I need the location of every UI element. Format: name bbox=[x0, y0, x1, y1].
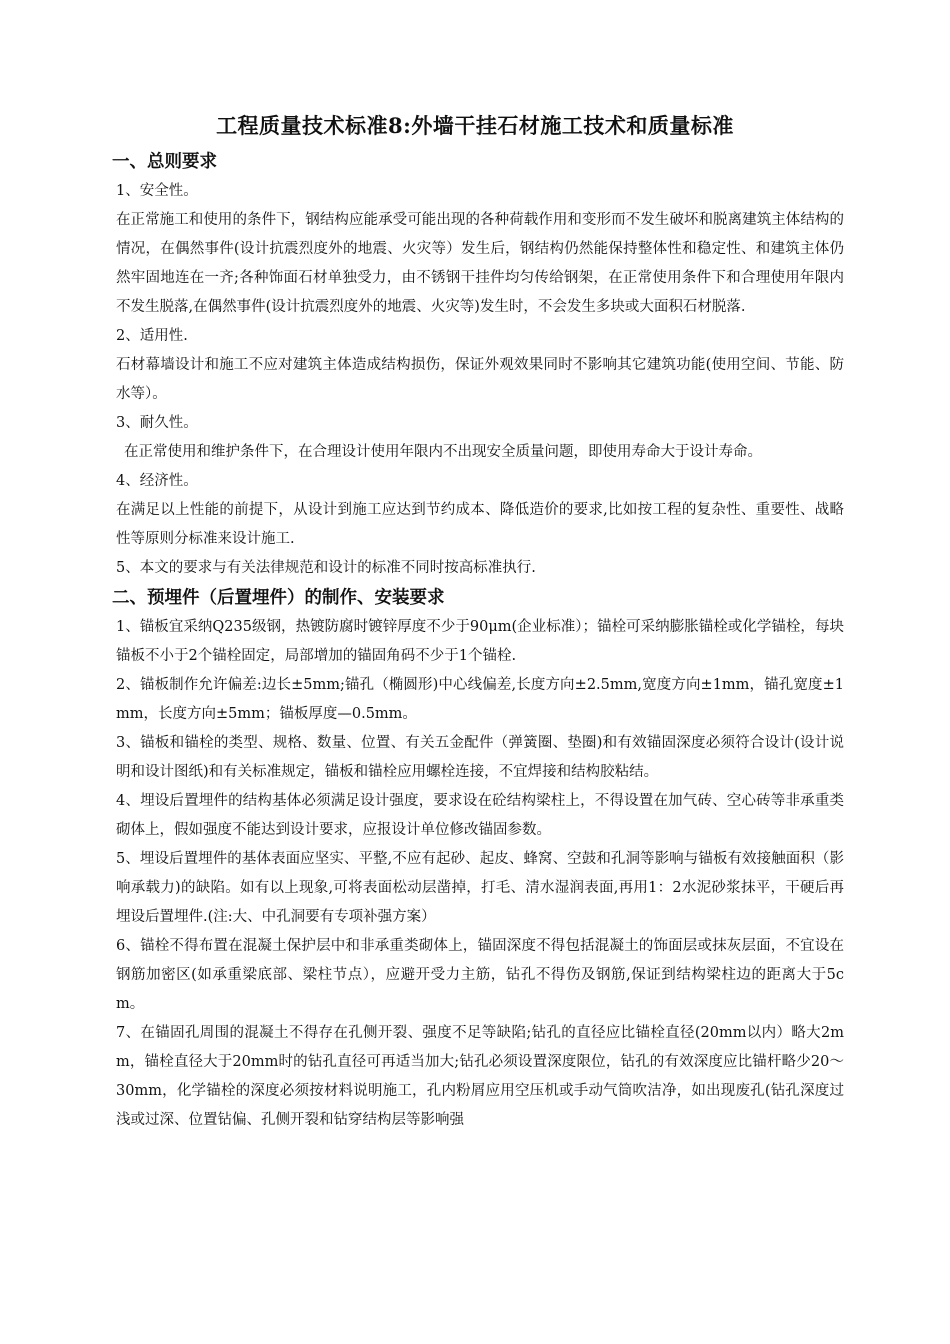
paragraph: 7、在锚固孔周围的混凝土不得存在孔侧开裂、强度不足等缺陷;钻孔的直径应比锚栓直径(20mm以内）略大2mm，锚栓直径大于20mm时的钻孔直径可再适当加大;钻孔必须设置深度限位，钻孔的有效深度应比锚杆略少20～30mm，化学锚栓的深度必须按材料说明施工，孔内粉屑应用空压机或手动气筒吹洁净，如出现废孔(钻孔深度过浅或过深、位置钻偏、孔侧开裂和钻穿结构层等影响强 bbox=[116, 1025, 844, 1128]
paragraph: 石材幕墙设计和施工不应对建筑主体造成结构损伤，保证外观效果同时不影响其它建筑功能(使用空间、节能、防水等）。 bbox=[116, 357, 844, 402]
paragraph: 6、锚栓不得布置在混凝土保护层中和非承重类砌体上，锚固深度不得包括混凝土的饰面层或抹灰层面，不宜设在钢筋加密区(如承重梁底部、梁柱节点），应避开受力主筋，钻孔不得伤及钢筋,保证到结构梁柱边的距离大于5cm。 bbox=[116, 938, 844, 1012]
paragraph: 4、埋设后置埋件的结构基体必须满足设计强度，要求设在砼结构梁柱上，不得设置在加气砖、空心砖等非承重类砌体上，假如强度不能达到设计要求，应报设计单位修改锚固参数。 bbox=[116, 793, 844, 838]
paragraph: 在正常施工和使用的条件下，钢结构应能承受可能出现的各种荷载作用和变形而不发生破坏和脱离建筑主体结构的情况，在偶然事件(设计抗震烈度外的地震、火灾等）发生后，钢结构仍然能保持整体性和稳定性、和建筑主体仍然牢固地连在一齐;各种饰面石材单独受力，由不锈钢干挂件均匀传给钢架，在正常使用条件下和合理使用年限内不发生脱落,在偶然事件(设计抗震烈度外的地震、火灾等)发生时，不会发生多块或大面积石材脱落. bbox=[116, 212, 844, 315]
paragraph: 1、安全性。 bbox=[116, 183, 198, 199]
paragraph: 2、适用性. bbox=[116, 328, 188, 344]
paragraph: 1、锚板宜采纳Q235级钢，热镀防腐时镀锌厚度不少于90μm(企业标准）；锚栓可采纳膨胀锚栓或化学锚栓，每块锚板不小于2个锚栓固定，局部增加的锚固角码不少于1个锚栓. bbox=[116, 619, 844, 664]
paragraph: 5、本文的要求与有关法律规范和设计的标准不同时按高标准执行. bbox=[116, 560, 536, 576]
document-body bbox=[112, 147, 844, 1135]
paragraph: 3、锚板和锚栓的类型、规格、数量、位置、有关五金配件（弹簧圈、垫圈)和有效锚固深度必须符合设计(设计说明和设计图纸)和有关标准规定，锚板和锚栓应用螺栓连接，不宜焊接和结构胶粘结。 bbox=[116, 735, 844, 780]
section-2-heading: 二、预埋件（后置埋件）的制作、安装要求 bbox=[112, 588, 445, 608]
paragraph: 在满足以上性能的前提下，从设计到施工应达到节约成本、降低造价的要求,比如按工程的复杂性、重要性、战略性等原则分标准来设计施工. bbox=[116, 502, 844, 547]
document-title: 工程质量技术标准8:外墙干挂石材施工技术和质量标准 bbox=[216, 113, 734, 138]
paragraph: 4、经济性。 bbox=[116, 473, 198, 489]
paragraph: 5、埋设后置埋件的基体表面应坚实、平整,不应有起砂、起皮、蜂窝、空鼓和孔洞等影响与锚板有效接触面积（影响承载力)的缺陷。如有以上现象,可将表面松动层凿掉，打毛、清水湿润表面,再用1：2水泥砂浆抹平，干硬后再埋设后置埋件.(注:大、中孔洞要有专项补强方案） bbox=[116, 851, 844, 925]
paragraph: 2、锚板制作允许偏差:边长±5mm;锚孔（椭圆形)中心线偏差,长度方向±2.5mm,宽度方向±1mm，锚孔宽度±1mm，长度方向±5mm；锚板厚度—0.5mm。 bbox=[116, 677, 844, 722]
paragraph: 3、耐久性。 bbox=[116, 415, 198, 431]
paragraph: 在正常使用和维护条件下，在合理设计使用年限内不出现安全质量问题，即使用寿命大于设计寿命。 bbox=[124, 444, 762, 460]
section-1-heading: 一、总则要求 bbox=[112, 152, 217, 172]
